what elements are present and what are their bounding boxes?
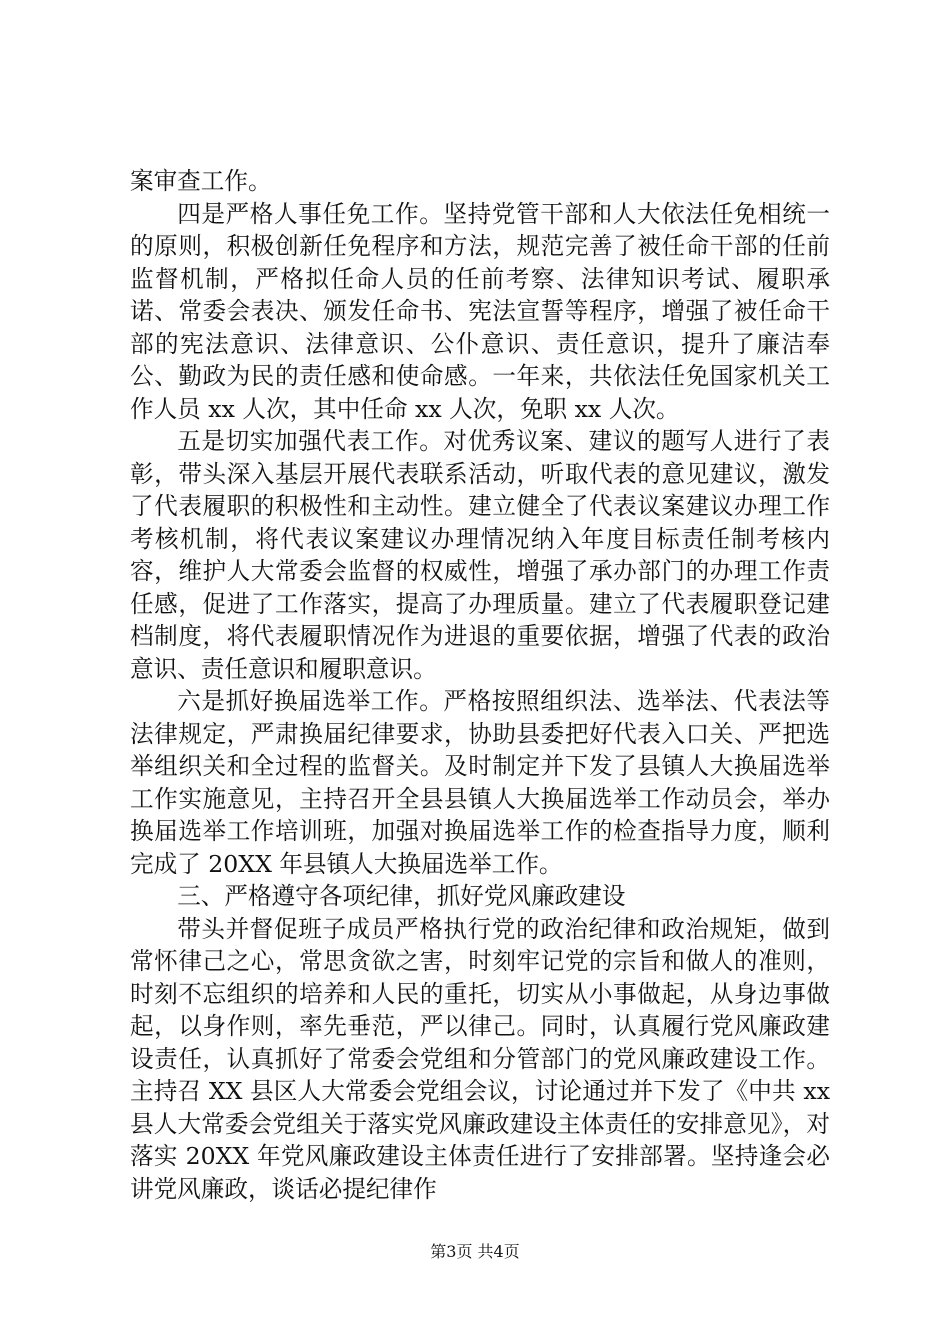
section-heading-discipline: 三、严格遵守各项纪律，抓好党风廉政建设 — [177, 882, 626, 910]
paragraph-continuation: 案审查工作。 — [130, 167, 272, 195]
paragraph-election-work: 六是抓好换届选举工作。严格按照组织法、选举法、代表法等法律规定，严肃换届纪律要求，协助县委把好代表入口关、严把选举组织关和全过程的监督关。及时制定并下发了县镇人大换届选举工作实施意见，主持召开全县县镇人大换届选举工作动员会，举办换届选举工作培训班，加强对换届选举工作的检查指导力度，顺利完成了 20XX 年县镇人大换届选举工作。 — [130, 687, 830, 878]
paragraph-deputy-work: 五是切实加强代表工作。对优秀议案、建议的题写人进行了表彰，带头深入基层开展代表联系活动，听取代表的意见建议，激发了代表履职的积极性和主动性。建立健全了代表议案建议办理工作考核机制，将代表议案建议办理情况纳入年度目标责任制考核内容，维护人大常委会监督的权威性，增强了承办部门的办理工作责任感，促进了工作落实，提高了办理质量。建立了代表履职登记建档制度，将代表履职情况作为进退的重要依据，增强了代表的政治意识、责任意识和履职意识。 — [130, 427, 830, 683]
document-body — [130, 165, 830, 1205]
paragraph-personnel-appointment: 四是严格人事任免工作。坚持党管干部和人大依法任免相统一的原则，积极创新任免程序和方法，规范完善了被任命干部的任前监督机制，严格拟任命人员的任前考察、法律知识考试、履职承诺、常委会表决、颁发任命书、宪法宣誓等程序，增强了被任命干部的宪法意识、法律意识、公仆意识、责任意识，提升了廉洁奉公、勤政为民的责任感和使命感。一年来，共依法任免国家机关工作人员 xx 人次，其中任命 xx 人次，免职 xx 人次。 — [130, 199, 830, 423]
page-footer: 第3页 共4页 — [430, 1242, 520, 1261]
paragraph-integrity-building: 带头并督促班子成员严格执行党的政治纪律和政治规矩，做到常怀律己之心，常思贪欲之害，时刻牢记党的宗旨和做人的准则，时刻不忘组织的培养和人民的重托，切实从小事做起，从身边事做起，以身作则，率先垂范，严以律己。同时，认真履行党风廉政建设责任，认真抓好了常委会党组和分管部门的党风廉政建设工作。主持召 XX 县区人大常委会党组会议，讨论通过并下发了《中共 xx 县人大常委会党组关于落实党风廉政建设主体责任的安排意见》，对落实 20XX 年党风廉政建设主体责任进行了安排部署。坚持逢会必讲党风廉政，谈话必提纪律作 — [130, 914, 830, 1203]
